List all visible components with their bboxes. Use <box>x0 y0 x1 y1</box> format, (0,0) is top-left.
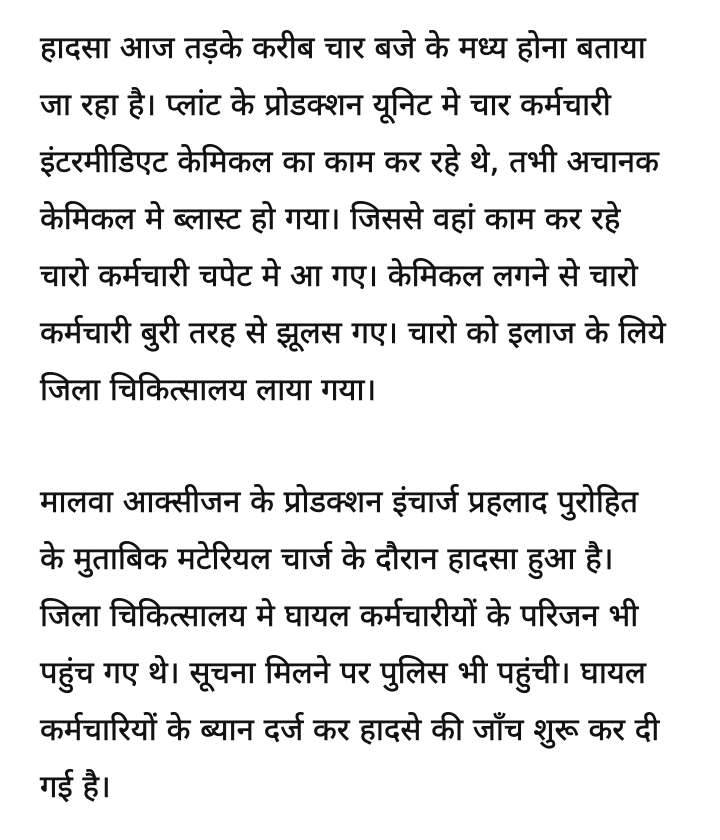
paragraph-incident <box>40 20 690 419</box>
text-line: केमिकल मे ब्लास्ट हो गया। जिससे वहां काम कर रहे <box>40 201 621 237</box>
text-line: जिला चिकित्सालय मे घायल कर्मचारीयों के परिजन भी <box>40 598 639 634</box>
paragraph-gap <box>40 419 690 474</box>
text-line: मालवा आक्सीजन के प्रोडक्शन इंचार्ज प्रहलाद पुरोहित <box>40 484 638 520</box>
text-line: हादसा आज तड़के करीब चार बजे के मध्य होना बताया <box>40 30 646 66</box>
news-article <box>40 20 690 816</box>
text-line: पहुंच गए थे। सूचना मिलने पर पुलिस भी पहुंची। घायल <box>40 655 646 691</box>
text-line: के मुताबिक मटेरियल चार्ज के दौरान हादसा हुआ है। <box>40 541 614 577</box>
text-line: चारो कर्मचारी चपेट मे आ गए। केमिकल लगने से चारो <box>40 258 638 294</box>
text-line: जिला चिकित्सालय लाया गया। <box>40 372 377 408</box>
text-line: जा रहा है। प्लांट के प्रोडक्शन यूनिट मे चार कर्मचारी <box>40 87 611 123</box>
text-line: गई है। <box>40 769 111 805</box>
text-line: कर्मचारी बुरी तरह से झूलस गए। चारो को इलाज के लिये <box>40 315 666 351</box>
text-line: कर्मचारियों के ब्यान दर्ज कर हादसे की जाँच शुरू कर दी <box>40 712 660 748</box>
paragraph-statement <box>40 474 690 816</box>
text-line: इंटरमीडिएट केमिकल का काम कर रहे थे, तभी अचानक <box>40 144 659 180</box>
